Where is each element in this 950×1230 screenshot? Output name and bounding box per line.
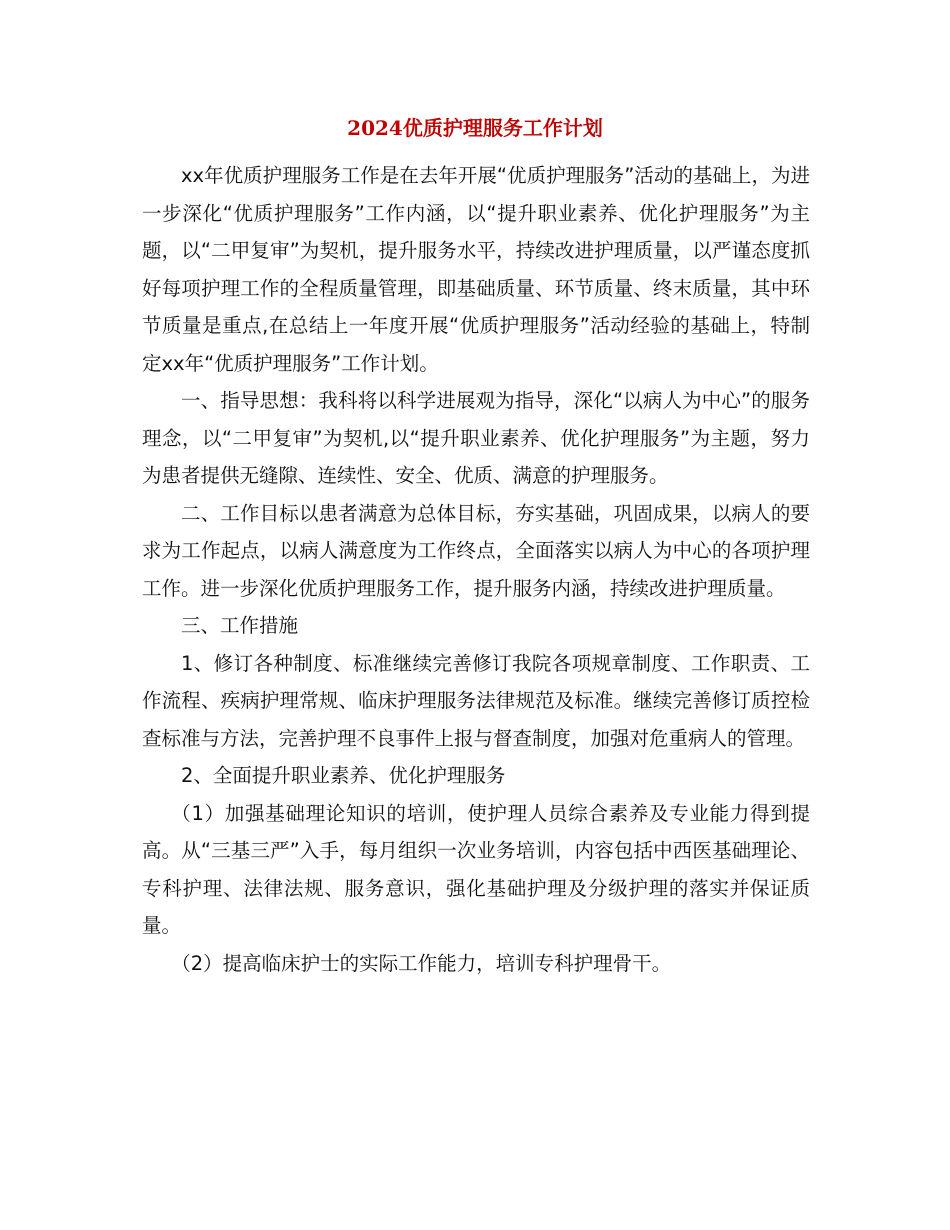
paragraph-subitem-2: （2）提高临床护士的实际工作能力，培训专科护理骨干。 xyxy=(171,951,672,975)
paragraph-measure-1: 1、修订各种制度、标准继续完善修订我院各项规章制度、工作职责、工作流程、疾病护理常规、临床护理服务法律规范及标准。继续完善修订质控检查标准与方法，完善护理不良事件上报与督查制度，加强对危重病人的管理。 xyxy=(142,651,810,750)
paragraph-intro: xx年优质护理服务工作是在去年开展“优质护理服务”活动的基础上，为进一步深化“优质护理服务”工作内涵，以“提升职业素养、优化护理服务”为主题，以“二甲复审”为契机，提升服务水平，持续改进护理质量，以严谨态度抓好每项护理工作的全程质量管理，即基础质量、环节质量、终末质量，其中环节质量是重点,在总结上一年度开展“优质护理服务”活动经验的基础上，特制定xx年“优质护理服务”工作计划。 xyxy=(142,164,810,375)
heading-work-measures: 三、工作措施 xyxy=(181,614,299,637)
paragraph-subitem-1: （1）加强基础理论知识的培训，使护理人员综合素养及专业能力得到提高。从“三基三严”入手，每月组织一次业务培训，内容包括中西医基础理论、专科护理、法律法规、服务意识，强化基础护理及分级护理的落实并保证质量。 xyxy=(142,801,810,937)
document-title: 2024优质护理服务工作计划 xyxy=(347,116,603,140)
paragraph-guiding-ideology: 一、指导思想：我科将以科学进展观为指导，深化“以病人为中心”的服务理念，以“二甲复审”为契机,以“提升职业素养、优化护理服务”为主题，努力为患者提供无缝隙、连续性、安全、优质、满意的护理服务。 xyxy=(142,389,810,487)
heading-measure-2: 2、全面提升职业素养、优化护理服务 xyxy=(181,764,506,787)
paragraph-work-goals: 二、工作目标以患者满意为总体目标，夯实基础，巩固成果，以病人的要求为工作起点，以病人满意度为工作终点，全面落实以病人为中心的各项护理工作。进一步深化优质护理服务工作，提升服务内涵，持续改进护理质量。 xyxy=(142,501,810,600)
document-body xyxy=(142,157,810,982)
